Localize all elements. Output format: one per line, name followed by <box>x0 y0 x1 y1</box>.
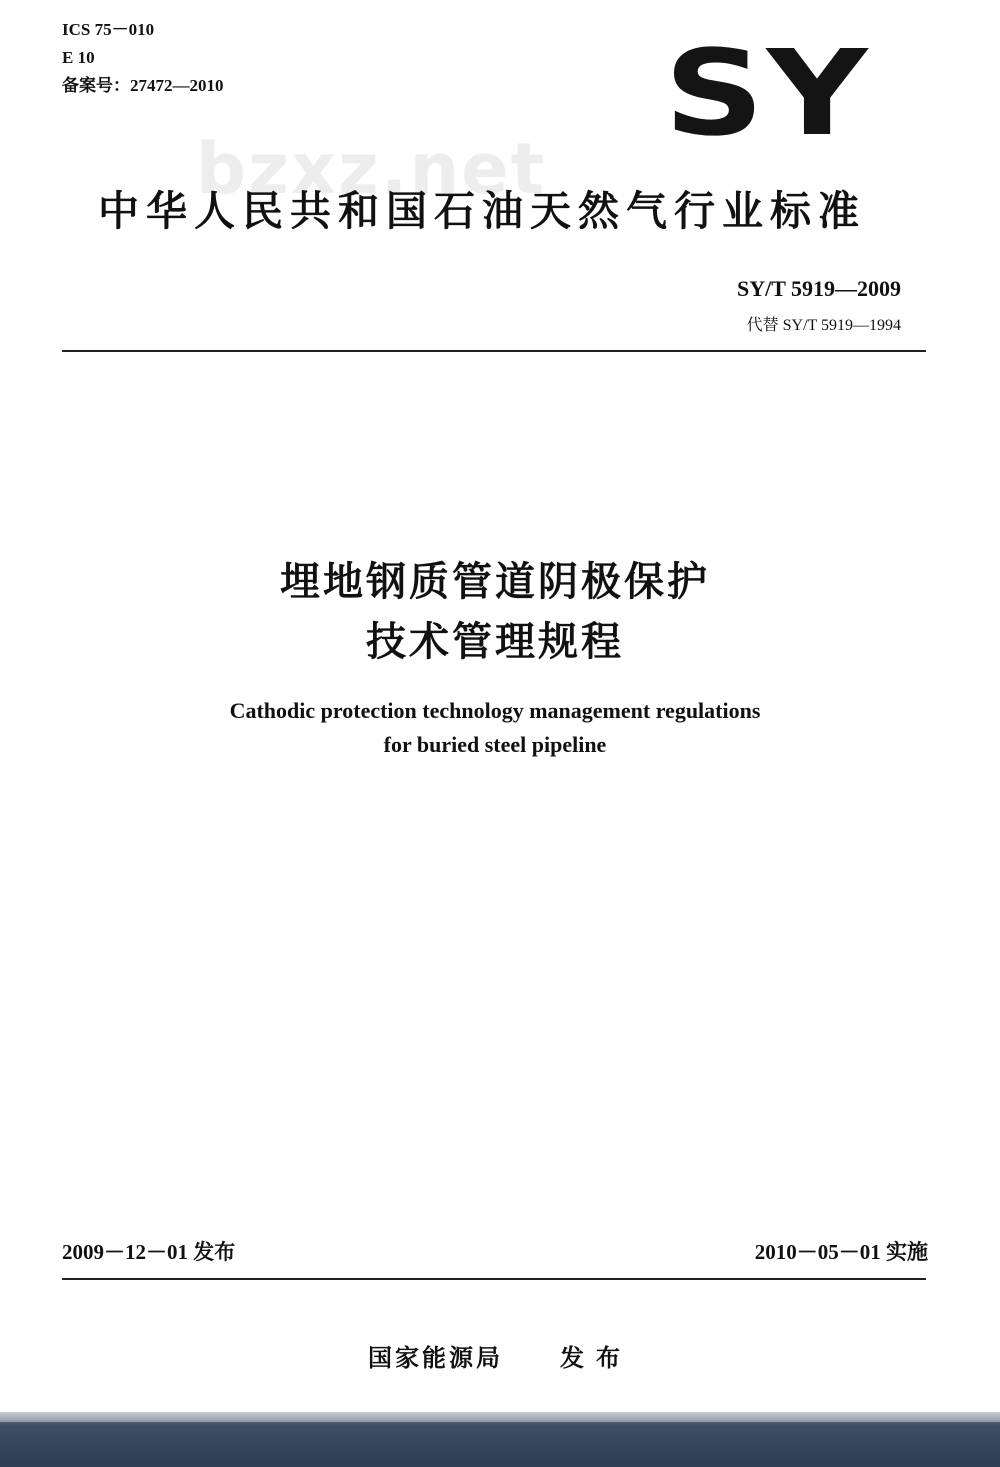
industry-standard-title: 中华人民共和国石油天然气行业标准 <box>98 187 866 235</box>
replaces-standard: 代替 SY/T 5919—1994 <box>746 317 901 334</box>
standard-number: SY/T 5919—2009 <box>736 276 901 301</box>
implementation-date: 2010－05－01 实施 <box>754 1240 928 1264</box>
ccs-code: E 10 <box>62 48 95 67</box>
header-divider <box>62 350 926 352</box>
issue-date: 2009－12－01 发布 <box>62 1240 236 1264</box>
filing-number: 备案号：27472—2010 <box>62 76 224 95</box>
document-title-en-line1: Cathodic protection technology management regulations <box>229 698 761 723</box>
publish-label: 发布 <box>560 1344 632 1372</box>
document-title-cn-line2: 技术管理规程 <box>366 619 624 665</box>
sy-logo: SY <box>664 24 870 162</box>
classification-block <box>62 16 224 100</box>
watermark: bzxz.net <box>196 128 547 210</box>
document-title-cn-line1: 埋地钢质管道阴极保护 <box>280 559 710 605</box>
desktop-background-strip <box>0 1412 1000 1467</box>
ics-code: ICS 75－010 <box>62 20 155 39</box>
publisher-name: 国家能源局 <box>368 1344 503 1372</box>
document-title-en-line2: for buried steel pipeline <box>383 732 607 757</box>
footer-divider <box>62 1278 926 1280</box>
